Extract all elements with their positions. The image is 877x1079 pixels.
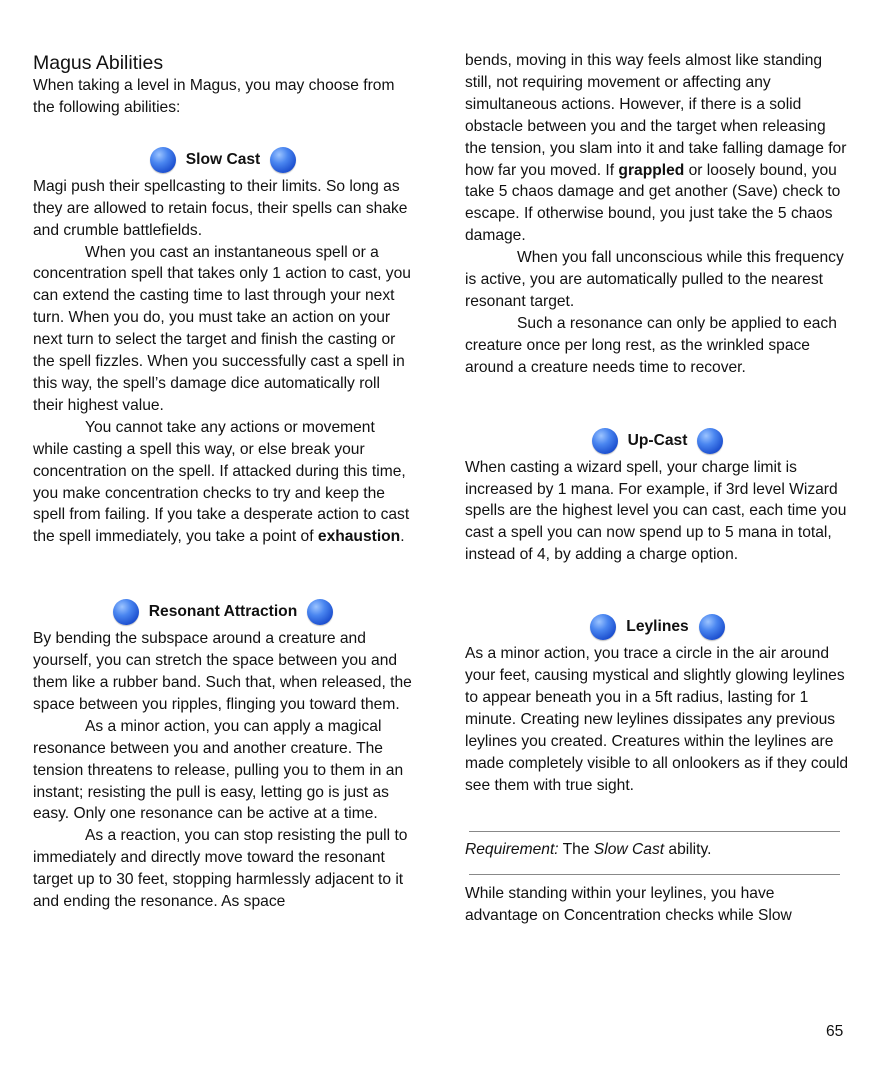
up-cast-title: Up-Cast [627,431,688,449]
up-cast-paragraph-1: When casting a wizard spell, your charge limit is increased by 1 mana. For example, if 3rd level Wizard spells are the highest level you can cast, each time you cast a spell you can now spend up to 5 mana in total, instead of 4, by adding a charge option. [465,458,847,564]
resonant-attraction-title: Resonant Attraction [148,603,298,621]
blue-orb-icon [150,147,176,173]
leylines-paragraph-1: As a minor action, you trace a circle in the air around your feet, causing mystical and slightly glowing leylines to appear beneath you in a 5ft radius, lasting for 1 minute. Creating new leylines dissipates any previous leylines you created. Creatures within the leylines are made completely visible to all onlookers as if they could see them with true sight. [465,645,849,794]
resonant-attraction-heading [33,596,413,628]
slow-cast-paragraph-2: When you cast an instantaneous spell or a concentration spell that takes only 1 action to cast, you can extend the casting time to last through your next turn. When you do, you must take an action on your next turn to select the target and finish the casting or the spell fizzles. When you successfully cast a spell in this way, the spell’s damage dice automatically roll their highest value. [33,243,411,414]
resonant-p3-cont-b: or loosely bound, you take 5 chaos damage and get another (Save) check to escape. If otherwise bound, you just take the 5 chaos damage. [465,161,841,245]
resonant-attraction-paragraph-1: By bending the subspace around a creature and yourself, you can stretch the space between you and them like a rubber band. Such that, when released, the space between you ripples, flinging you toward them. [33,630,412,713]
slow-cast-heading [33,144,413,176]
intro-text: When taking a level in Magus, you may choose from the following abilities: [33,77,395,116]
left-column [33,50,413,913]
blue-orb-icon [113,599,139,625]
resonant-p3-cont-a: bends, moving in this way feels almost like standing still, not requiring movement or affecting any simultaneous actions. However, if there is a solid obstacle between you and the target when releasing the tension, you slam into it and take falling damage for how far you moved. If [465,52,847,179]
resonant-attraction-paragraph-2: As a minor action, you can apply a magical resonance between you and another creature. The tension threatens to release, pulling you to them in an instant; resisting the pull is easy, letting go is just as easy. Only one resonance can be active at a time. [33,717,404,823]
leylines-paragraph-2: While standing within your leylines, you have advantage on Concentration checks while Slow [465,885,792,925]
resonant-attraction-paragraph-3: As a reaction, you can stop resisting the pull to immediately and directly move toward the resonant target up to 30 feet, stopping harmlessly adjacent to it and ending the resonance. As space [33,827,408,911]
page-title: Magus Abilities [33,52,164,74]
resonant-attraction-paragraph-3-continued [465,50,850,247]
up-cast-heading [465,425,850,457]
right-column [465,50,850,927]
resonant-attraction-paragraph-4: When you fall unconscious while this frequency is active, you are automatically pulled to the nearest resonant target. [465,249,844,310]
blue-orb-icon [270,147,296,173]
requirement-ability: Slow Cast [593,841,665,859]
slow-cast-p3-end: . [400,528,405,546]
requirement-text-b: ability. [664,841,712,859]
blue-orb-icon [699,614,725,640]
divider-bottom [469,874,840,875]
requirement-label: Requirement: [465,841,559,859]
leylines-title: Leylines [626,618,689,636]
blue-orb-icon [697,428,723,454]
slow-cast-paragraph-3 [33,417,413,548]
blue-orb-icon [590,614,616,640]
slow-cast-title: Slow Cast [185,150,261,168]
requirement-text-a: The [558,841,594,859]
divider-top [469,831,840,832]
leylines-heading [465,611,850,643]
blue-orb-icon [307,599,333,625]
slow-cast-p3-text: You cannot take any actions or movement while casting a spell this way, or else break your concentration on the spell. If attacked during this time, you make concentration checks to try and keep the spell from failing. If you take a desperate action to cast the spell immediately, you take a point of [33,418,410,546]
grappled-term: grappled [618,161,685,179]
leylines-requirement [465,839,850,861]
resonant-attraction-paragraph-5: Such a resonance can only be applied to each creature once per long rest, as the wrinkled space around a creature needs time to recover. [465,314,837,376]
exhaustion-term: exhaustion [317,528,401,546]
slow-cast-paragraph-1: Magi push their spellcasting to their limits. So long as they are allowed to retain focus, their spells can shake and crumble battlefields. [33,177,408,239]
page-number: 65 [826,1023,844,1040]
blue-orb-icon [592,428,618,454]
